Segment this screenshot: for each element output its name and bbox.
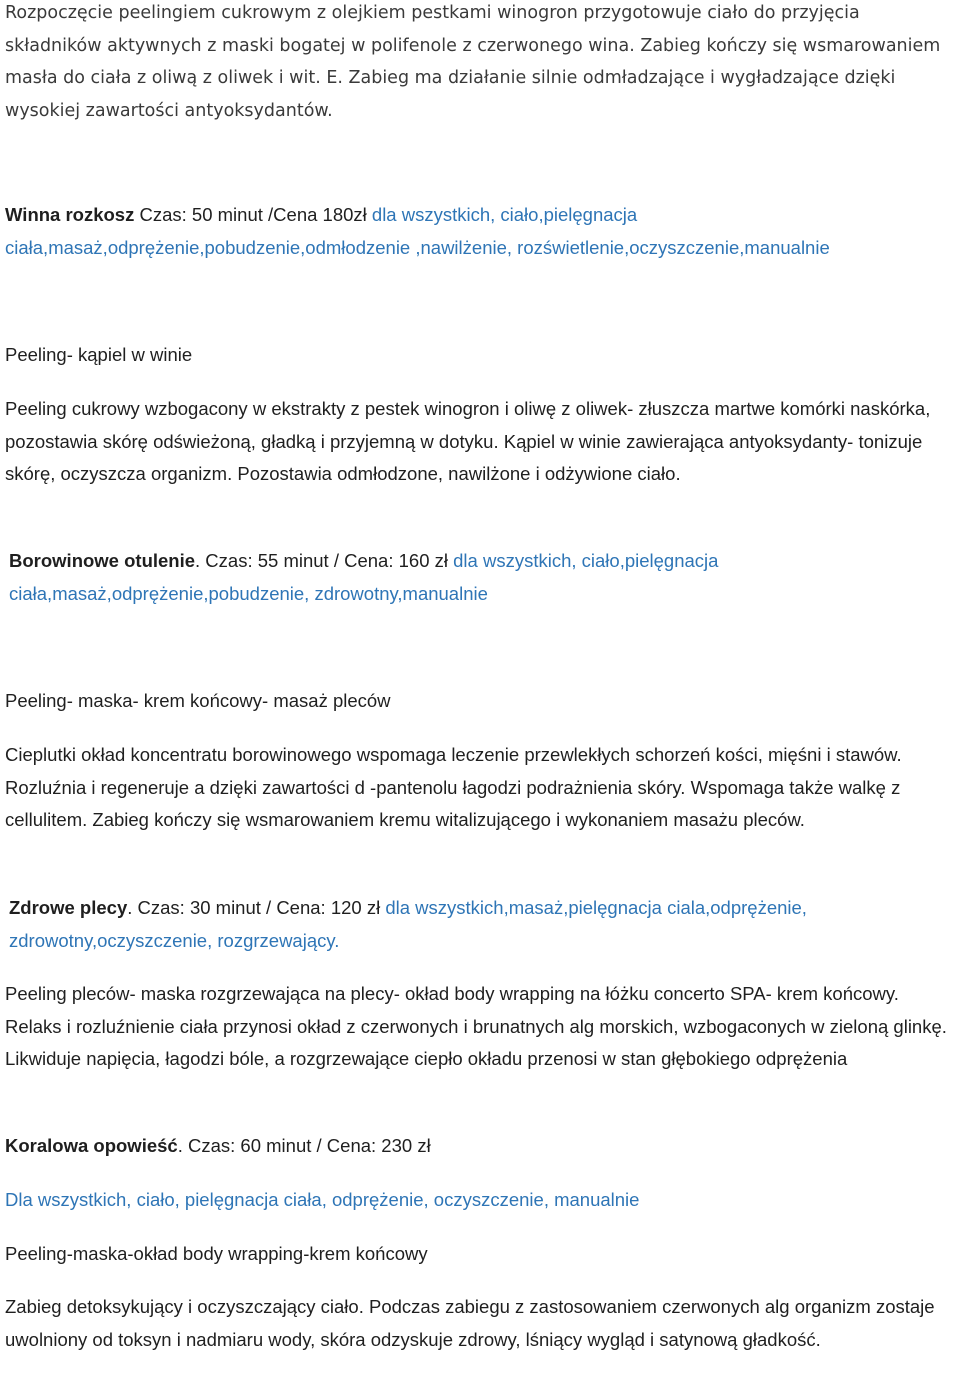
treatment-name: Zdrowe plecy (9, 897, 128, 918)
description-sentence: Pozostawia odmłodzone, nawilżone i odżywione ciało. (232, 463, 681, 485)
description-sentence: Kąpiel w winie zawierająca antyoksydanty- tonizuje skórę, oczyszcza organizm. (5, 430, 923, 485)
treatment-description (5, 739, 955, 837)
treatment-header-winna-rozkosz (5, 199, 955, 264)
treatment-name: Koralowa opowieść (5, 1135, 178, 1156)
treatment-steps: Peeling- maska- krem końcowy- masaż pleców (5, 690, 391, 711)
description-sentence: Zabieg detoksykujący i oczyszczający ciało. (5, 1296, 364, 1317)
treatment-meta: Czas: 30 minut / Cena: 120 zł (132, 897, 386, 918)
treatment-meta: Czas: 55 minut / Cena: 160 zł (200, 550, 454, 571)
treatment-description (5, 978, 955, 1076)
treatment-meta: Czas: 50 minut /Cena 180zł (134, 204, 372, 225)
treatment-header-borowinowe-otulenie (5, 545, 959, 610)
treatment-header-koralowa-opowiesc (5, 1130, 955, 1163)
intro-paragraph: Rozpoczęcie peelingiem cukrowym z olejkiem pestkami winogron przygotowuje ciało do przyjęcia składników aktywnych z maski bogatej w polifenole z czerwonego wina. Zabieg kończy się wsmarowaniem masła do ciała z oliwą z oliwek i wit. E. Zabieg ma działanie silnie odmładzające i wygładzające dzięki wysokiej zawartości antyoksydantów. (5, 3, 941, 122)
description-sentence: Podczas zabiegu z zastosowaniem czerwonych alg organizm zostaje uwolniony od toksyn i nadmiaru wody, skóra odzyskuje zdrowy, lśniący wygląd i satynową gładkość. (5, 1296, 935, 1350)
treatment-steps: Peeling-maska-okład body wrapping-krem końcowy (5, 1243, 428, 1264)
description-sentence: Relaks i rozluźnienie ciała przynosi okład z czerwonych i brunatnych alg morskich, wzbogaconych w zieloną glinkę. (5, 1015, 947, 1037)
treatment-name-dot: . (195, 550, 201, 571)
treatment-name: Borowinowe otulenie (9, 550, 196, 571)
treatment-tags: Dla wszystkich, ciało, pielęgnacja ciała, odprężenie, oczyszczenie, manualnie (5, 1189, 640, 1210)
treatment-steps: Peeling- kąpiel w winie (5, 344, 193, 365)
description-sentence: Peeling cukrowy wzbogacony w ekstrakty z pestek winogron i oliwę z oliwek- złuszcza martwe komórki naskórka, pozostawia skórę odświeżoną, gładką i przyjemną w dotyku. (5, 398, 931, 452)
treatment-header-zdrowe-plecy (5, 892, 959, 957)
treatment-meta: Czas: 60 minut / Cena: 230 zł (182, 1135, 431, 1156)
treatment-tags: dla wszystkich, ciało,pielęgnacja ciała,masaż,odprężenie,pobudzenie,odmłodzenie ,nawilżenie, rozświetlenie,oczyszczenie,manualnie (5, 204, 830, 258)
description-sentence: Likwiduje napięcia, łagodzi bóle, a rozgrzewające ciepło okładu przenosi w stan głębokiego odprężenia (5, 1048, 848, 1070)
treatment-tags: dla wszystkich,masaż,pielęgnacja ciala,odprężenie, zdrowotny,oczyszczenie, rozgrzewający. (9, 897, 807, 951)
description-sentence: Peeling pleców- maska rozgrzewająca na plecy- okład body wrapping na łóżku concerto SPA- krem końcowy. (5, 983, 899, 1004)
treatment-tags: dla wszystkich, ciało,pielęgnacja ciała,masaż,odprężenie,pobudzenie, zdrowotny,manualnie (9, 550, 719, 604)
description-sentence: Wspomaga także walkę z cellulitem. (5, 776, 901, 831)
treatment-name-dot: . (127, 897, 133, 918)
treatment-description (5, 1291, 955, 1356)
treatment-name-dot: . (177, 1135, 183, 1156)
treatment-name: Winna rozkosz (5, 204, 135, 225)
description-sentence: Cieplutki okład koncentratu borowinowego wspomaga leczenie przewlekłych schorzeń kości, mięśni i stawów. (5, 744, 902, 765)
treatment-description (5, 393, 955, 491)
description-sentence: Rozluźnia i regeneruje a dzięki zawartości d -pantenolu łagodzi podrażnienia skóry. (5, 776, 686, 798)
description-sentence: Zabieg kończy się wsmarowaniem kremu witalizującego i wykonaniem masażu pleców. (87, 809, 805, 831)
